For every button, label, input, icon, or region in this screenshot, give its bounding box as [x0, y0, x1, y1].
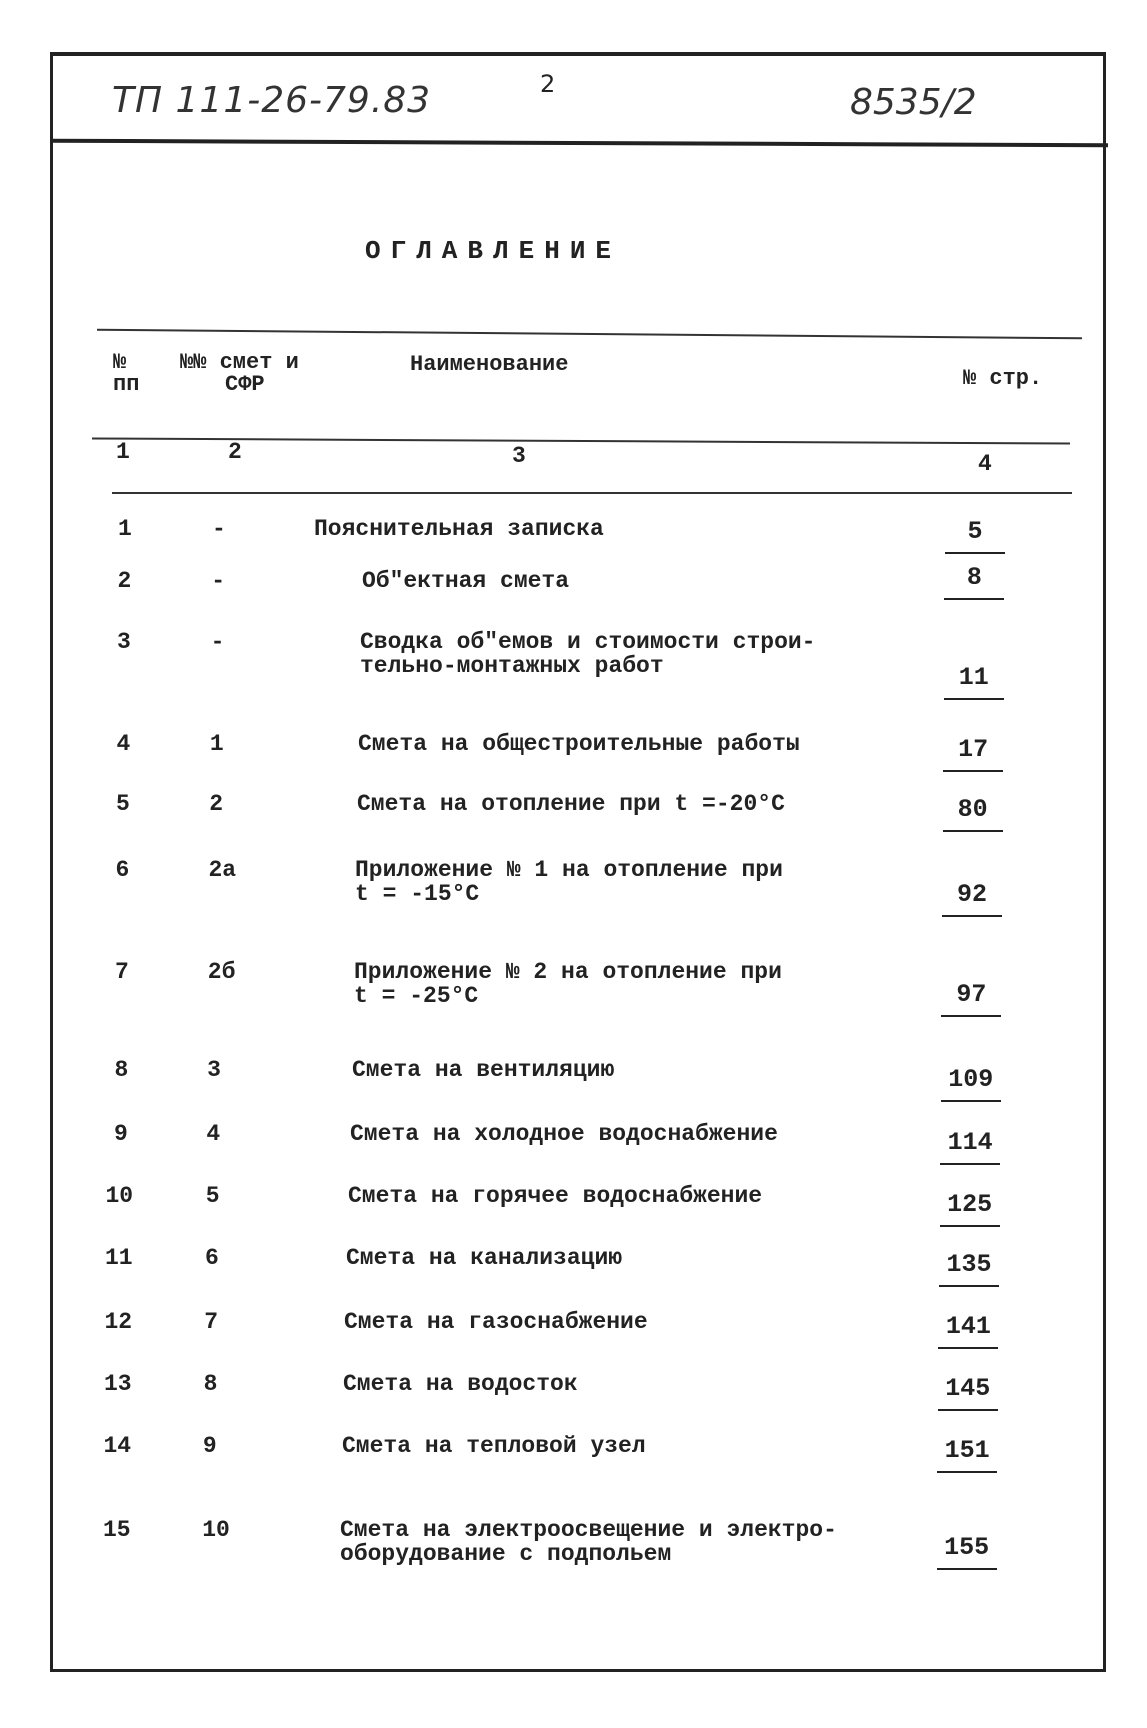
row-page: 17	[943, 735, 1003, 772]
row-number: 7	[115, 959, 129, 985]
row-number: 9	[114, 1121, 128, 1147]
row-page: 8	[944, 563, 1004, 600]
row-name: Смета на общестроительные работы	[358, 731, 800, 757]
row-number: 11	[105, 1245, 133, 1271]
row-name: Смета на газоснабжение	[344, 1309, 648, 1335]
row-number: 12	[104, 1309, 133, 1335]
row-page: 145	[938, 1374, 998, 1411]
row-name: Пояснительная записка	[314, 516, 604, 542]
row-smeta: 9	[202, 1433, 217, 1459]
row-number: 3	[117, 629, 131, 655]
row-smeta: -	[211, 568, 226, 594]
row-smeta: 10	[202, 1517, 230, 1543]
col-header-smeta: №№ смет и СФР	[180, 350, 299, 397]
row-name: Смета на водосток	[343, 1371, 578, 1397]
col-header-page: № стр.	[963, 366, 1043, 391]
row-smeta: 2	[209, 791, 223, 817]
document-code: ТП 111-26-79.83	[112, 80, 432, 121]
row-name: Сводка об"емов и стоимости строи- тельно-монтажных работ	[360, 629, 816, 679]
row-name: Смета на электроосвещение и электро- оборудование с подпольем	[340, 1517, 837, 1567]
row-number: 8	[114, 1057, 129, 1083]
row-name: Смета на канализацию	[346, 1245, 623, 1271]
row-smeta: 6	[205, 1245, 219, 1271]
row-number: 14	[103, 1433, 132, 1459]
row-smeta: -	[210, 629, 225, 655]
col-number-1: 1	[116, 439, 130, 465]
row-number: 2	[117, 568, 132, 594]
row-page: 114	[940, 1128, 1000, 1165]
row-smeta: 1	[209, 731, 224, 757]
col-header-num: № пп	[113, 350, 140, 397]
row-smeta: 2а	[208, 857, 237, 883]
row-page: 11	[944, 663, 1004, 700]
row-page: 125	[940, 1190, 1000, 1227]
row-smeta: 4	[206, 1121, 221, 1147]
row-number: 5	[116, 791, 130, 817]
document-number: 8535/2	[850, 82, 977, 123]
row-smeta: 8	[203, 1371, 218, 1397]
column-numbers-rule	[112, 492, 1072, 494]
row-name: Смета на вентиляцию	[352, 1057, 615, 1083]
row-number: 15	[103, 1517, 131, 1543]
row-page: 141	[938, 1312, 998, 1349]
row-page: 80	[943, 795, 1003, 832]
row-page: 135	[939, 1250, 999, 1287]
row-smeta: 2б	[207, 959, 236, 985]
row-smeta: -	[212, 516, 226, 542]
row-page: 92	[942, 880, 1002, 917]
row-smeta: 7	[204, 1309, 219, 1335]
col-number-3: 3	[512, 443, 526, 469]
row-number: 10	[105, 1183, 134, 1209]
row-name: Приложение № 1 на отопление при t = -15°C	[355, 857, 783, 907]
col-header-name: Наименование	[410, 352, 569, 377]
row-name: Смета на горячее водоснабжение	[348, 1183, 763, 1209]
row-page: 97	[941, 980, 1001, 1017]
row-smeta: 3	[207, 1057, 221, 1083]
page-number: 2	[540, 70, 556, 98]
row-number: 4	[116, 731, 131, 757]
row-number: 13	[104, 1371, 132, 1397]
row-name: Смета на холодное водоснабжение	[350, 1121, 778, 1147]
row-name: Приложение № 2 на отопление при t = -25°C	[354, 959, 782, 1009]
row-smeta: 5	[205, 1183, 220, 1209]
row-number: 1	[118, 516, 132, 542]
row-page: 5	[945, 517, 1005, 554]
row-page: 155	[937, 1533, 997, 1570]
row-name: Об"ектная смета	[362, 568, 570, 594]
row-page: 151	[937, 1436, 997, 1473]
page-title: ОГЛАВЛЕНИЕ	[365, 236, 622, 266]
col-number-4: 4	[978, 451, 992, 477]
row-name: Смета на тепловой узел	[342, 1433, 646, 1459]
row-page: 109	[941, 1065, 1001, 1102]
row-number: 6	[115, 857, 130, 883]
row-name: Смета на отопление при t =-20°C	[357, 791, 785, 817]
col-number-2: 2	[228, 439, 242, 465]
